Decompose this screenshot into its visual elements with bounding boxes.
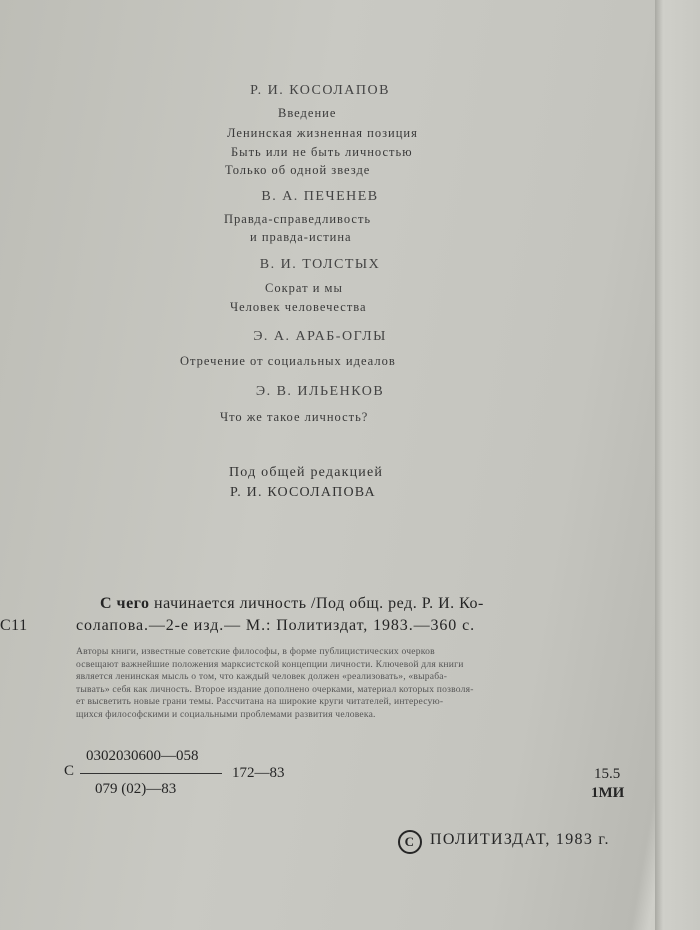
bibliography-title-bold: С чего	[100, 595, 150, 612]
copyright	[398, 830, 610, 854]
annotation-line: тывать» себя как личность. Второе издание дополнено очерками, материал которых позволя-	[76, 683, 474, 695]
author-kosolapov: Р. И. КОСОЛАПОВ	[250, 83, 390, 98]
copyright-icon: С	[398, 830, 422, 854]
annotation-line: щихся философскими и социальными проблемами развития человека.	[76, 708, 376, 720]
code-right-top: 15.5	[594, 766, 621, 782]
title-introduction: Введение	[278, 106, 337, 120]
copyright-text: ПОЛИТИЗДАТ, 1983 г.	[430, 831, 610, 848]
code-right-bottom: 1МИ	[591, 785, 625, 801]
bibliography-line1-rest: начинается личность /Под общ. ред. Р. И. Ко-	[149, 595, 484, 612]
title-what-is-personality: Что же такое личность?	[220, 410, 369, 424]
annotation-line: является ленинская мысль о том, что каждый человек должен «реализовать», «выраба-	[76, 671, 448, 682]
title-man-of-humanity: Человек человечества	[230, 300, 367, 314]
title-one-star: Только об одной звезде	[225, 163, 371, 177]
title-to-be-or-not: Быть или не быть личностью	[231, 145, 413, 159]
code-letter: С	[64, 763, 75, 779]
annotation-line: ет высветить новые грани темы. Рассчитана на широкие круги читателей, интересую-	[76, 696, 444, 707]
editorial-editor: Р. И. КОСОЛАПОВА	[230, 485, 376, 500]
annotation-line: Авторы книги, известные советские философы, в форме публицистических очерков	[76, 646, 435, 657]
author-arab-ogly: Э. А. АРАБ-ОГЛЫ	[253, 329, 387, 344]
classification-code: С11	[0, 617, 28, 634]
page-edge	[655, 0, 700, 930]
bibliography-line1	[100, 595, 484, 613]
annotation	[76, 646, 636, 721]
author-ilyenkov: Э. В. ИЛЬЕНКОВ	[255, 384, 385, 399]
code-suffix: 172—83	[232, 765, 285, 781]
title-lenin-position: Ленинская жизненная позиция	[227, 126, 418, 140]
title-truth-justice: Правда-справедливость	[224, 212, 372, 226]
editorial-line1: Под общей редакцией	[229, 465, 384, 480]
title-truth-verity: и правда-истина	[250, 230, 352, 244]
author-pechenev: В. А. ПЕЧЕНЕВ	[261, 189, 379, 204]
fraction-line	[80, 773, 222, 774]
title-renunciation: Отречение от социальных идеалов	[180, 354, 396, 368]
code-numerator: 0302030600—058	[86, 748, 199, 764]
title-socrates: Сократ и мы	[265, 281, 343, 295]
code-denominator: 079 (02)—83	[95, 781, 177, 797]
bibliography-line2: солапова.—2-е изд.— М.: Политиздат, 1983.—360 с.	[76, 617, 476, 634]
author-tolstykh: В. И. ТОЛСТЫХ	[259, 257, 381, 272]
annotation-line: освещают важнейшие положения марксистской концепции личности. Ключевой для книги	[76, 658, 464, 670]
